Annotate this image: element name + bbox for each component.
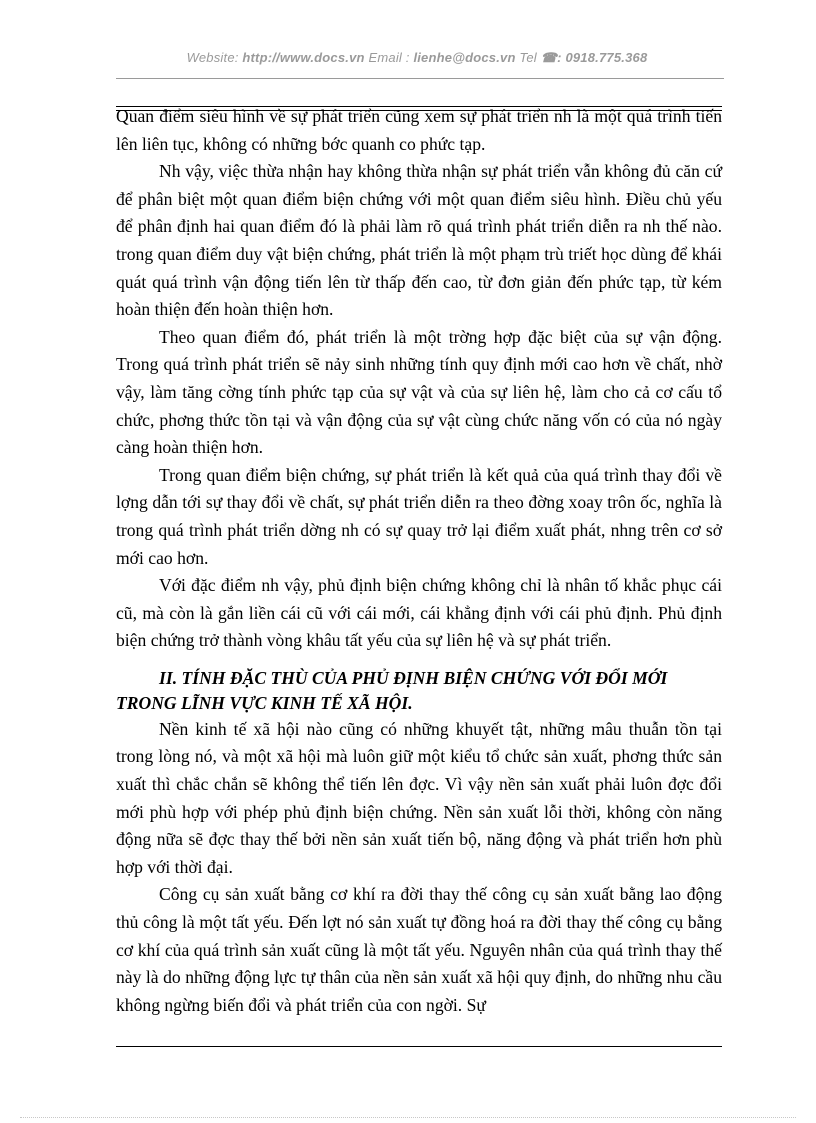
section-heading: II. TÍNH ĐẶC THÙ CỦA PHỦ ĐỊNH BIỆN CHỨNG VỚI ĐỔI MỚI TRONG LĨNH VỰC KINH TẾ XÃ HỘI.: [116, 667, 668, 713]
page-header: [110, 50, 724, 66]
paragraph: Quan điểm siêu hình về sự phát triển cũng xem sự phát triển nh là một quá trình tiến lên liên tục, không có những bớc quanh co phức tạp.: [116, 106, 722, 154]
page-edge-dots: [20, 1117, 796, 1118]
paragraph: Nền kinh tế xã hội nào cũng có những khuyết tật, những mâu thuẫn tồn tại trong lòng nó, và một xã hội mà luôn giữ một kiểu tổ chức sản xuất, phơng thức sản xuất thì chắc chắn sẽ không thể tiến lên đợc. Vì vậy nền sản xuất phải luôn đợc đổi mới phù hợp với phép phủ định biện chứng. Nền sản xuất lỗi thời, không còn năng động nữa sẽ đợc thay thế bởi nền sản xuất tiến bộ, năng động và phát triển hơn phù hợp với thời đại.: [116, 718, 722, 877]
paragraph: Theo quan điểm đó, phát triển là một trờng hợp đặc biệt của sự vận động. Trong quá trình phát triển sẽ nảy sinh những tính quy định mới cao hơn về chất, nhờ vậy, làm tăng cờng tính phức tạp của sự vật và của sự liên hệ, làm cho cả cơ cấu tổ chức, phơng thức tồn tại và vận động của sự vật cùng chức năng vốn có của nó ngày càng hoàn thiện hơn.: [116, 326, 722, 458]
header-divider: [116, 78, 724, 79]
website-link[interactable]: http://www.docs.vn: [242, 50, 365, 65]
email-label: Email :: [364, 50, 414, 65]
bottom-rule: [116, 1046, 722, 1047]
website-label: Website:: [186, 50, 243, 65]
paragraph: Trong quan điểm biện chứng, sự phát triển là kết quả của quá trình thay đổi về lợng dẫn tới sự thay đổi về chất, sự phát triển diễn ra theo đờng xoay trôn ốc, nghĩa là trong quá trình phát triển dờng nh có sự quay trở lại điểm xuất phát, nhng trên cơ sở mới cao hơn.: [116, 464, 722, 568]
document-body: [116, 103, 722, 1019]
paragraph: Công cụ sản xuất bằng cơ khí ra đời thay thế công cụ sản xuất bằng lao động thủ công là một tất yếu. Đến lợt nó sản xuất tự đồng hoá ra đời thay thế công cụ bằng cơ khí của quá trình sản xuất cũng là một tất yếu. Nguyên nhân của quá trình thay thế này là do những động lực tự thân của nền sản xuất xã hội quy định, do những nhu cầu không ngừng biến đổi và phát triển của con ngời. Sự: [116, 884, 722, 1015]
paragraph: Với đặc điểm nh vậy, phủ định biện chứng không chỉ là nhân tố khắc phục cái cũ, mà còn là gắn liền cái cũ với cái mới, cái khẳng định với cái phủ định. Phủ định biện chứng trở thành vòng khâu tất yếu của sự liên hệ và sự phát triển.: [116, 575, 722, 651]
tel-number: : 0918.775.368: [557, 50, 648, 65]
email-link[interactable]: lienhe@docs.vn: [413, 50, 516, 65]
phone-icon: ☎: [540, 50, 558, 65]
tel-label: Tel: [515, 50, 541, 65]
paragraph: Nh vậy, việc thừa nhận hay không thừa nhận sự phát triển vẫn không đủ căn cứ để phân biệt một quan điểm biện chứng với một quan điểm siêu hình. Điều chủ yếu để phân định hai quan điểm đó là phải làm rõ quá trình phát triển diễn ra nh thế nào. trong quan điểm duy vật biện chứng, phát triển là một phạm trù triết học dùng để khái quát quá trình vận động tiến lên từ thấp đến cao, từ đơn giản đến phức tạp, từ kém hoàn thiện đến hoàn thiện hơn.: [116, 161, 722, 320]
